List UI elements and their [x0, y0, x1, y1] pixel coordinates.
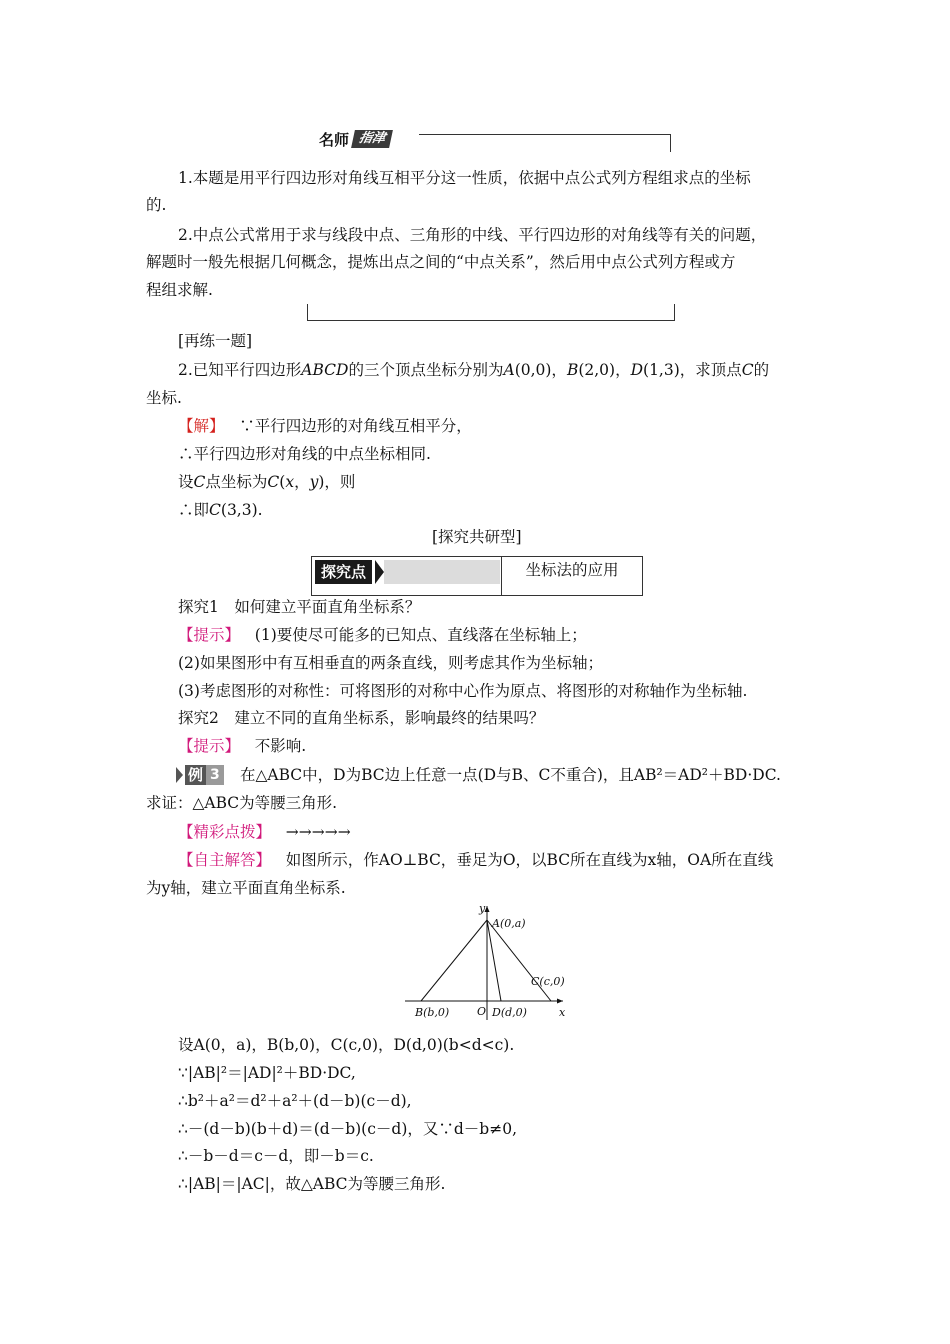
practice-header: [再练一题] — [178, 332, 253, 350]
practice-question-line2: 坐标. — [146, 389, 182, 407]
example-triangle-icon — [176, 767, 183, 783]
tip-badge — [313, 128, 391, 150]
point-b-label: B(b,0) — [415, 1006, 450, 1019]
solution-line3: 设C点坐标为C(x，y)，则 — [178, 473, 356, 491]
key-hint-line: 【精彩点拨】 →→→→→ — [178, 823, 351, 841]
tip-badge-highlight: 指津 — [351, 130, 393, 148]
y-axis-label: y — [479, 902, 486, 915]
answer-line1: 【自主解答】 如图所示，作AO⊥BC，垂足为O，以BC所在直线为x轴，OA所在直线 — [178, 851, 774, 869]
solution-line1: 【解】 ∵平行四边形的对角线互相平分， — [178, 417, 472, 435]
x-axis-arrow — [557, 999, 563, 1004]
hint-label: 【提示】 — [178, 626, 241, 644]
segment-ab — [421, 920, 487, 1001]
proof-line3: ∴b²＋a²＝d²＋a²＋(d－b)(c－d), — [178, 1092, 412, 1110]
proof-line2: ∵|AB|²＝|AD|²＋BD·DC, — [178, 1064, 356, 1082]
hint1-line2: (2)如果图形中有互相垂直的两条直线，则考虑其作为坐标轴； — [178, 654, 603, 672]
tip-p2-line2: 解题时一般先根据几何概念，提炼出点之间的“中点关系”，然后用中点公式列方程或方 — [146, 253, 736, 271]
label-gray-band — [384, 560, 500, 584]
key-hint-label: 【精彩点拨】 — [178, 823, 272, 841]
label-arrow-shape — [375, 560, 384, 584]
x-axis-label: x — [559, 1006, 566, 1019]
solution-line2: ∴平行四边形对角线的中点坐标相同. — [178, 445, 431, 463]
section-title: [探究共研型] — [432, 528, 522, 546]
segment-ad — [487, 920, 501, 1001]
explore-q1: 探究1 如何建立平面直角坐标系？ — [178, 598, 421, 616]
example-text-line1: 在△ABC中，D为BC边上任意一点(D与B、C不重合)，且AB²＝AD²＋BD·DC. — [240, 766, 781, 784]
hint1-line3: (3)考虑图形的对称性：可将图形的对称中心作为原点、将图形的对称轴作为坐标轴. — [178, 682, 748, 700]
point-c-label: C(c,0) — [531, 975, 565, 988]
tip-p1-line2: 的. — [146, 196, 167, 214]
tip-p2-line3: 程组求解. — [146, 281, 213, 299]
tip-p1-line1: 1.本题是用平行四边形对角线互相平分这一性质，依据中点公式列方程组求点的坐标 — [178, 169, 751, 187]
proof-line5: ∴－b－d＝c－d，即－b＝c. — [178, 1147, 374, 1165]
segment-ac — [487, 920, 551, 1001]
tip-badge-text: 名师 — [319, 130, 350, 149]
origin-label: O — [477, 1005, 487, 1018]
point-a-label: A(0,a) — [492, 917, 526, 930]
explore-label: 探究点 — [315, 560, 372, 584]
example-badge: 例 3 — [176, 765, 224, 785]
solution-label: 【解】 — [178, 417, 225, 435]
solution-line4: ∴即C(3,3). — [178, 501, 263, 519]
triangle-coordinate-figure — [395, 898, 575, 1023]
answer-line2: 为y轴，建立平面直角坐标系. — [146, 879, 346, 897]
explore-table-label-cell — [312, 557, 502, 595]
proof-line6: ∴|AB|＝|AC|，故△ABC为等腰三角形. — [178, 1175, 446, 1193]
explore-table — [311, 556, 643, 596]
hint2: 【提示】 不影响. — [178, 737, 307, 755]
explore-topic: 坐标法的应用 — [525, 561, 619, 579]
y-axis-arrow — [485, 906, 490, 912]
point-d-label: D(d,0) — [492, 1006, 527, 1019]
hint1-line1: 【提示】 (1)要使尽可能多的已知点、直线落在坐标轴上； — [178, 626, 587, 644]
proof-line1: 设A(0，a)，B(b,0)，C(c,0)，D(d,0)(b<d<c). — [178, 1036, 515, 1054]
practice-question-line1: 2.已知平行四边形ABCD的三个顶点坐标分别为A(0,0)，B(2,0)，D(1,3)，求顶点C的 — [178, 361, 770, 379]
answer-label: 【自主解答】 — [178, 851, 272, 869]
example-text-line2: 求证：△ABC为等腰三角形. — [146, 794, 338, 812]
explore-q2: 探究2 建立不同的直角坐标系，影响最终的结果吗？ — [178, 709, 545, 727]
tip-p2-line1: 2.中点公式常用于求与线段中点、三角形的中线、平行四边形的对角线等有关的问题， — [178, 226, 767, 244]
hint-label: 【提示】 — [178, 737, 241, 755]
proof-line4: ∴－(d－b)(b＋d)＝(d－b)(c－d)，又∵d－b≠0, — [178, 1120, 517, 1138]
